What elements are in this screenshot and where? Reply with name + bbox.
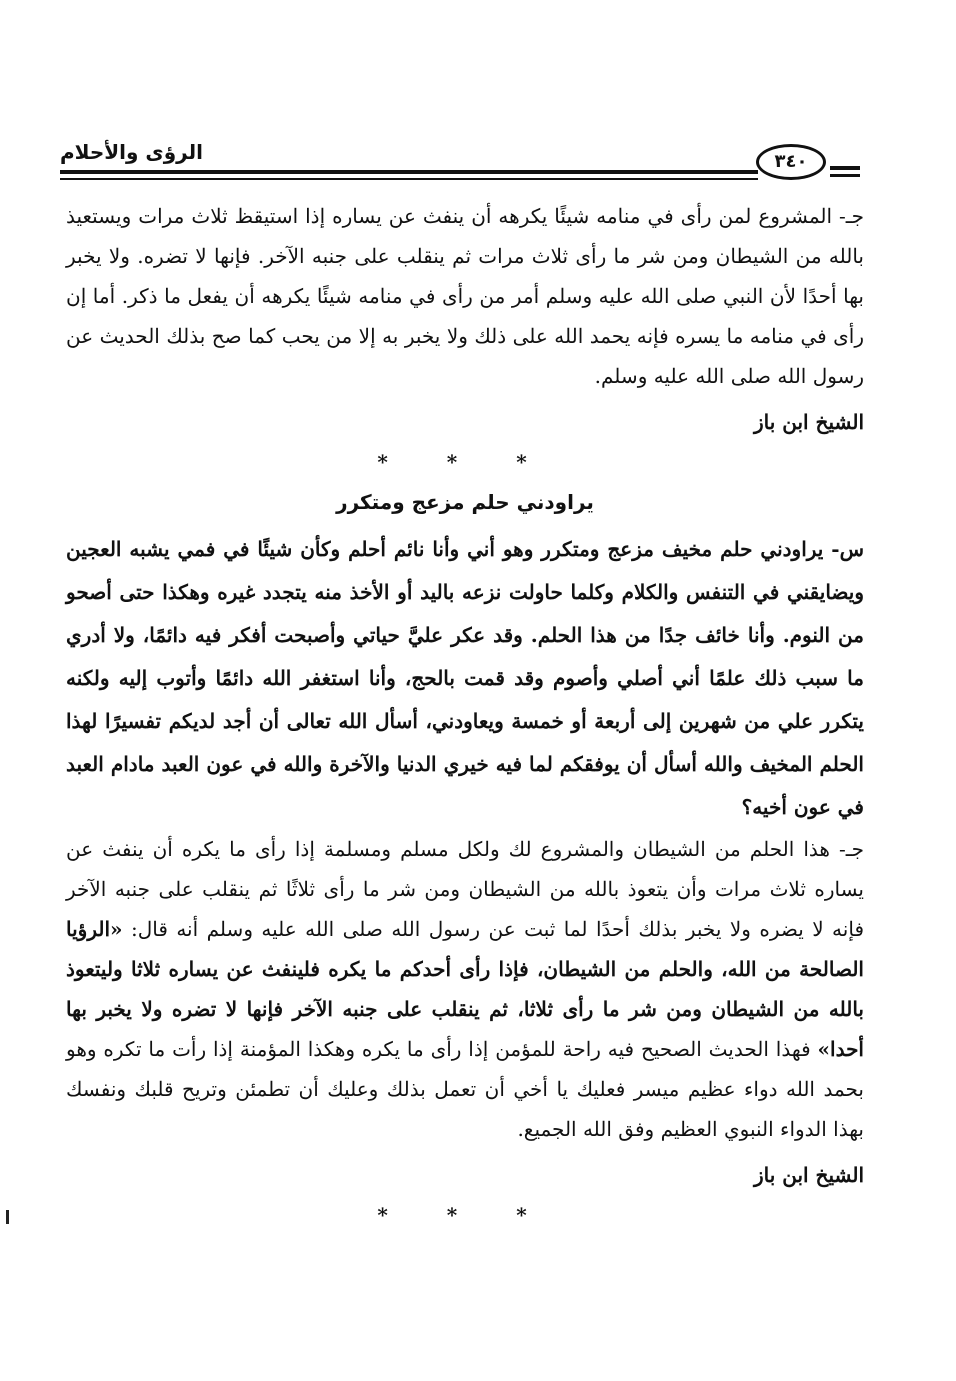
header-rule-right-2 [830, 174, 860, 177]
header-rule-thin [60, 178, 758, 180]
header-rule-right [830, 166, 860, 170]
page-header [60, 136, 860, 184]
page-number: ٣٤٠ [756, 144, 826, 180]
answer-paragraph: جـ- المشروع لمن رأى في منامه شيئًا يكرهه أن ينفث عن يساره إذا استيقظ ثلاث مرات ويستعيذ بالله من الشيطان ومن شر ما رأى ثلاث مرات ثم ينقلب على جنبه الآخر. فإنها لا تضره. ولا يخبر بها أحدًا لأن النبي صلى الله عليه وسلم أمر من رأى في منامه شيئًا يكرهه أن يفعل ما ذكر. أما إن رأى في منامه ما يسره فإنه يحمد الله على ذلك ولا يخبر به إلا من يحب كما صح بذلك الحديث عن رسول الله صلى الله عليه وسلم. [66, 204, 865, 388]
section-separator: * * * [377, 450, 553, 474]
signature: الشيخ ابن باز [753, 410, 864, 434]
section-separator-2: * * * [377, 1203, 553, 1227]
section-title: يراودني حلم مزعج ومتكرر [336, 490, 594, 514]
hadith-quote: «الرؤيا الصالحة من الله، والحلم من الشيطان، فإذا رأى أحدكم ما يكره فلينفث عن يساره ثلاثا وليتعوذ بالله من الشيطان ومن شر ما رأى ثلاثا، ثم ينقلب على جنبه الآخر فإنها لا تضره ولا يخبر بها أحدا» [66, 917, 864, 1061]
answer-paragraph-2 [66, 829, 864, 1149]
signature-2: الشيخ ابن باز [753, 1163, 864, 1187]
answer-rest: فهذا الحديث الصحيح فيه راحة للمؤمن إذا رأى ما يكره وهكذا المؤمنة إذا رأت ما تكره وهو بحمد الله دواء عظيم ميسر فعليك يا أخي أن تعمل بذلك وعليك أن تطمئن وتريح قلبك ونفسك بهذا الدواء النبوي العظيم وفق الله الجميع. [66, 1037, 864, 1141]
book-title: الرؤى والأحلام [60, 140, 203, 164]
scan-edge-mark [6, 1210, 9, 1224]
page-body [66, 196, 864, 1235]
answer-intro: جـ- هذا الحلم من الشيطان والمشروع لك ولكل مسلم ومسلمة إذا رأى ما يكره أن ينفث عن يساره ثلاث مرات وأن يتعوذ بالله من الشيطان ومن شر ما رأى ثلاثًا ثم ينقلب على جنبه الآخر فإنه لا يضره ولا يخبر بذلك أحدًا لما ثبت عن رسول الله صلى الله عليه وسلم أنه قال: [66, 837, 864, 941]
question-paragraph: س- يراودني حلم مخيف مزعج ومتكرر وهو أني وأنا نائم أحلم وكأن شيئًا في فمي يشبه العجين ويضايقني في التنفس والكلام وكلما حاولت نزعه باليد أو الأخذ منه يتجدد غيره وهكذا حتى أصحو من النوم. وأنا خائف جدًا من هذا الحلم. وقد عكر عليَّ حياتي وأصبحت أفكر فيه دائمًا، ولا أدري ما سبب ذلك علمًا أني أصلي وأصوم وقد قمت بالحج، وأنا استغفر الله دائمًا وأتوب إليه ولكنه يتكرر علي من شهرين إلى أربعة أو خمسة ويعاودني، أسأل الله تعالى أن أجد لديكم تفسيرًا لهذا الحلم المخيف والله أسأل أن يوفقكم لما فيه خيري الدنيا والآخرة والله في عون العبد مادام العبد في عون أخيه؟ [66, 537, 864, 819]
header-rule-thick [60, 170, 758, 174]
